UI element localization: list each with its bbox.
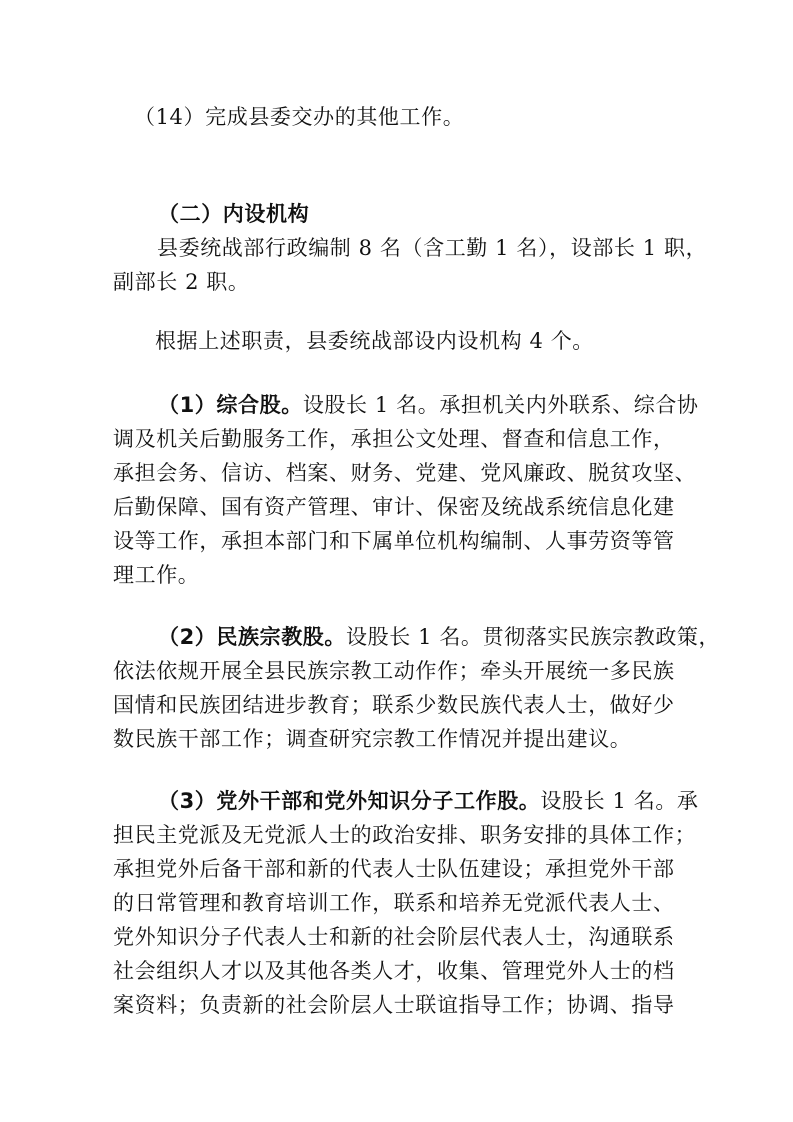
staffing-line-1: 县委统战部行政编制 8 名（含工勤 1 名），设部长 1 职， [157, 236, 708, 260]
unit-2-first-line [158, 620, 721, 654]
unit-3-line: 社会组织人才以及其他各类人才，收集、管理党外人士的档 [113, 959, 675, 983]
unit-3-title: （3）党外干部和党外知识分子工作股。 [158, 789, 541, 813]
unit-2-title: （2）民族宗教股。 [158, 625, 347, 649]
intro-paragraph: 根据上述职责，县委统战部设内设机构 4 个。 [155, 329, 594, 353]
unit-1-line: 调及机关后勤服务工作，承担公文处理、督查和信息工作， [113, 427, 675, 451]
unit-2-line: 依法依规开展全县民族宗教工动作作；牵头开展统一多民族 [113, 659, 675, 683]
unit-1-line: 理工作。 [113, 563, 200, 587]
unit-1-line: 设等工作，承担本部门和下属单位机构编制、人事劳资等管 [113, 529, 675, 553]
unit-3-line: 案资料；负责新的社会阶层人士联谊指导工作；协调、指导 [113, 993, 675, 1017]
unit-3-line: 担民主党派及无党派人士的政治安排、职务安排的具体工作； [113, 823, 697, 847]
unit-1-first-line [158, 388, 699, 422]
unit-2-text: 设股长 1 名。贯彻落实民族宗教政策， [346, 625, 721, 649]
unit-3-line: 承担党外后备干部和新的代表人士队伍建设；承担党外干部 [113, 857, 675, 881]
unit-3-text: 设股长 1 名。承 [540, 789, 699, 813]
unit-1-line: 承担会务、信访、档案、财务、党建、党风廉政、脱贫攻坚、 [113, 461, 697, 485]
unit-1-title: （1）综合股。 [158, 393, 303, 417]
unit-3-first-line [158, 784, 699, 818]
unit-3-line: 的日常管理和教育培训工作，联系和培养无党派代表人士、 [113, 891, 675, 915]
unit-2-line: 数民族干部工作；调查研究宗教工作情况并提出建议。 [113, 727, 632, 751]
section-heading: （二）内设机构 [158, 202, 310, 226]
unit-3-line: 党外知识分子代表人士和新的社会阶层代表人士，沟通联系 [113, 925, 675, 949]
unit-1-line: 后勤保障、国有资产管理、审计、保密及统战系统信息化建 [113, 495, 675, 519]
item-14: （14）完成县委交办的其他工作。 [134, 105, 465, 129]
staffing-line-2: 副部长 2 职。 [113, 270, 250, 294]
unit-2-line: 国情和民族团结进步教育；联系少数民族代表人士，做好少 [113, 693, 675, 717]
unit-1-text: 设股长 1 名。承担机关内外联系、综合协 [302, 393, 699, 417]
